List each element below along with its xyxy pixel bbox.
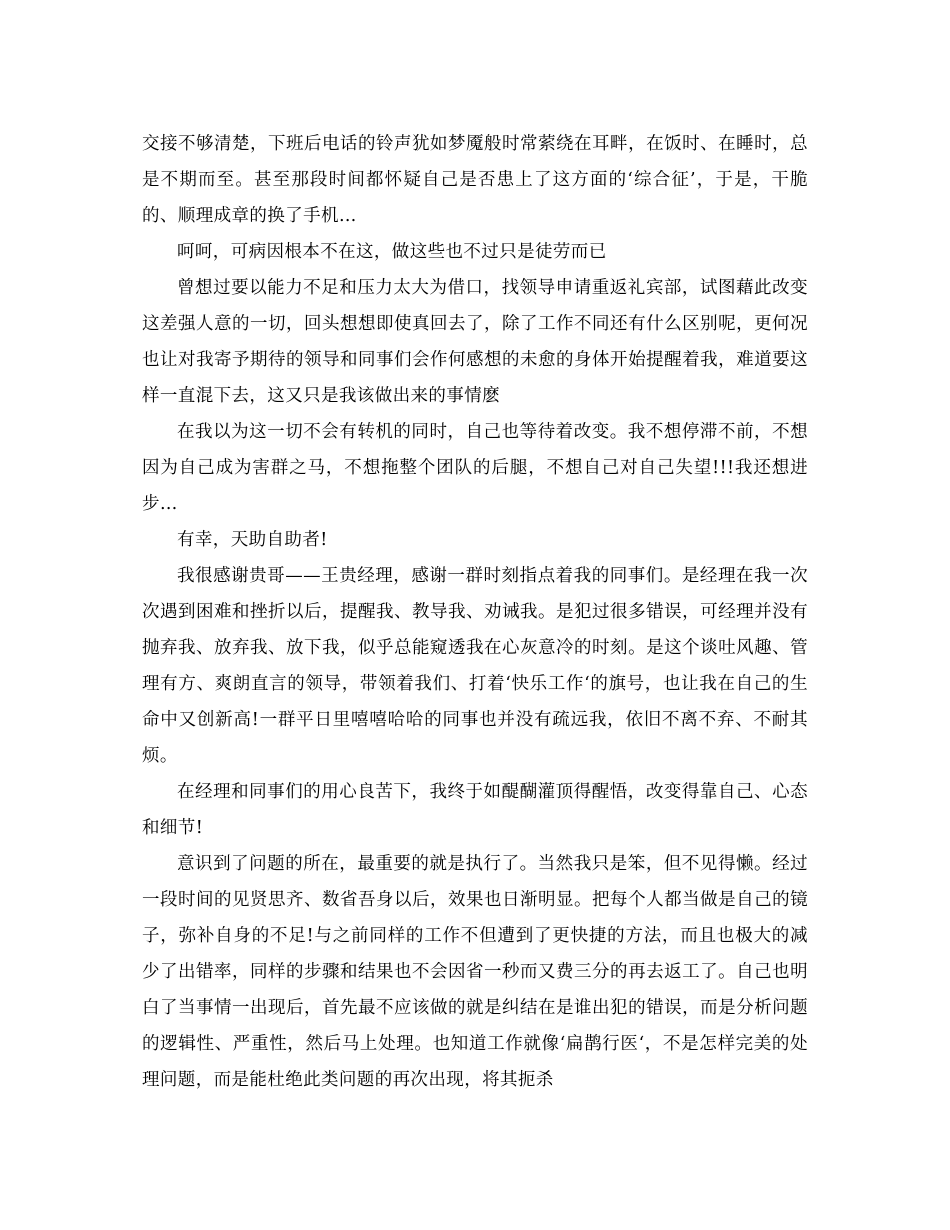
paragraph-6: 我很感谢贵哥——王贵经理，感谢一群时刻指点着我的同事们。是经理在我一次次遇到困难和挫折以后，提醒我、教导我、劝诫我。是犯过很多错误，可经理并没有抛弃我、放弃我、放下我，似乎总能窥透我在心灰意冷的时刻。是这个谈吐风趣、管理有方、爽朗直言的领导，带领着我们、打着‘快乐工作‘的旗号，也让我在自己的生命中又创新高!一群平日里嘻嘻哈哈的同事也并没有疏远我，依旧不离不弃、不耐其烦。 (142, 566, 808, 766)
paragraph-2: 呵呵，可病因根本不在这，做这些也不过只是徒劳而已 (177, 242, 607, 262)
document-body (142, 126, 808, 1098)
paragraph-8: 意识到了问题的所在，最重要的就是执行了。当然我只是笨，但不见得懒。经过一段时间的见贤思齐、数省吾身以后，效果也日渐明显。把每个人都当做是自己的镜子，弥补自身的不足!与之前同样的工作不但遭到了更快捷的方法，而且也极大的减少了出错率，同样的步骤和结果也不会因省一秒而又费三分的再去返工了。自己也明白了当事情一出现后，首先最不应该做的就是纠结在是谁出犯的错误，而是分析问题的逻辑性、严重性，然后马上处理。也知道工作就像‘扁鹊行医‘，不是怎样完美的处理问题，而是能杜绝此类问题的再次出现，将其扼杀 (142, 854, 808, 1090)
paragraph-3: 曾想过要以能力不足和压力太大为借口，找领导申请重返礼宾部，试图藉此改变这差强人意的一切，回头想想即使真回去了，除了工作不同还有什么区别呢，更何况也让对我寄予期待的领导和同事们会作何感想的未愈的身体开始提醒着我，难道要这样一直混下去，这又只是我该做出来的事情麽 (142, 278, 808, 406)
paragraph-1: 交接不够清楚，下班后电话的铃声犹如梦魇般时常萦绕在耳畔，在饭时、在睡时，总是不期而至。甚至那段时间都怀疑自己是否患上了这方面的‘综合征’，于是，干脆的、顺理成章的换了手机… (142, 134, 808, 226)
paragraph-5: 有幸，天助自助者! (177, 530, 328, 550)
paragraph-4: 在我以为这一切不会有转机的同时，自己也等待着改变。我不想停滞不前，不想因为自己成为害群之马，不想拖整个团队的后腿，不想自己对自己失望!!!我还想进步… (142, 422, 808, 514)
paragraph-7: 在经理和同事们的用心良苦下，我终于如醍醐灌顶得醒悟，改变得靠自己、心态和细节! (142, 782, 808, 838)
